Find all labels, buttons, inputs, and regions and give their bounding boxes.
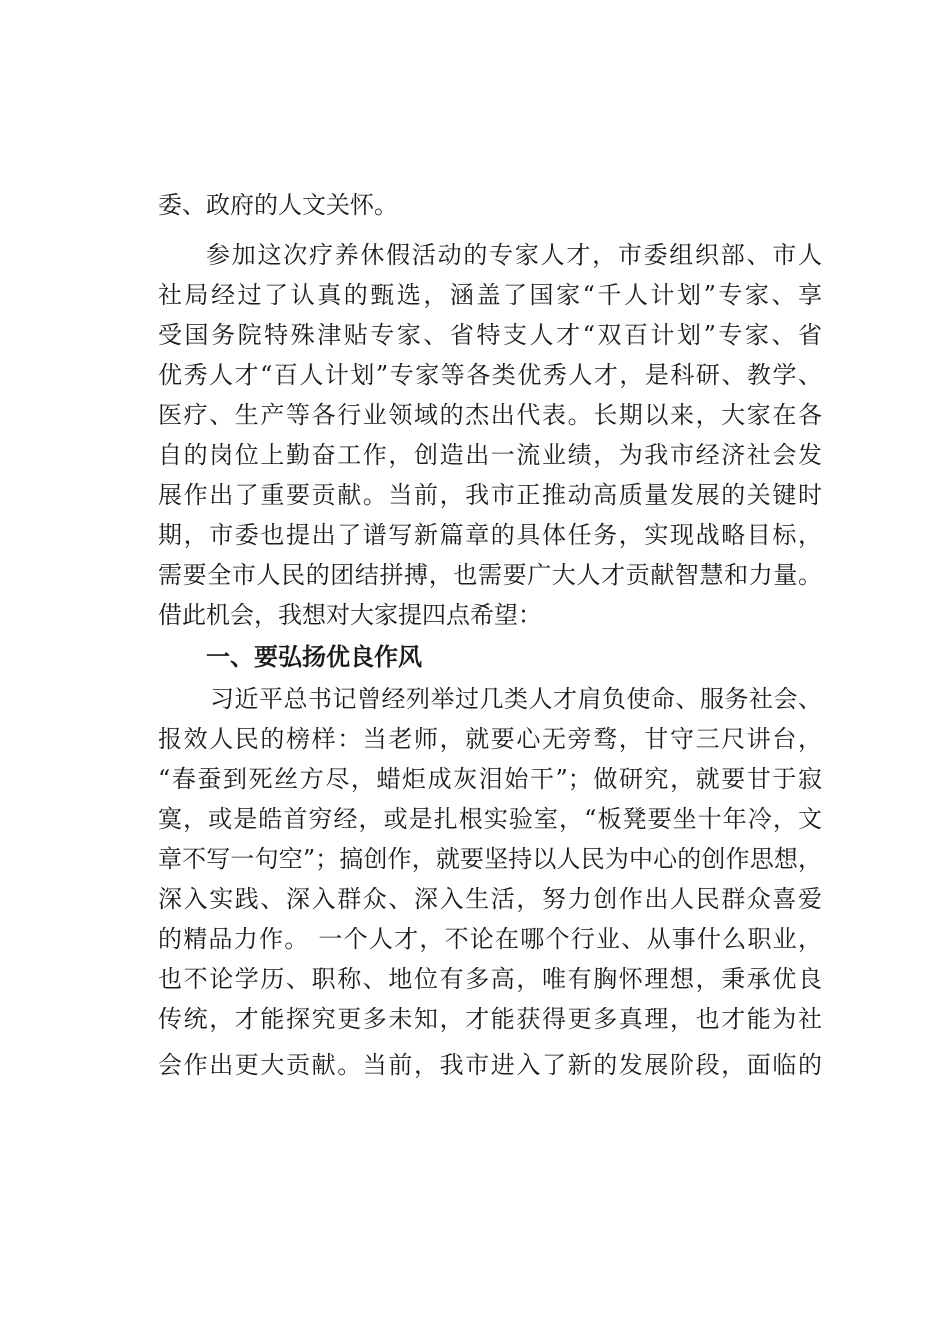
section-heading: 一、要弘扬优良作风 [206,643,422,671]
text-line: 需要全市人民的团结拼搏，也需要广大人才贡献智慧和力量。 [158,561,822,589]
text-line: 委、政府的人文关怀。 [158,191,398,219]
text-line: 的精品力作。 一个人才，不论在哪个行业、从事什么职业， [158,925,822,953]
text-line: 期，市委也提出了谱写新篇章的具体任务，实现战略目标， [158,521,822,549]
text-line: 会作出更大贡献。当前，我市进入了新的发展阶段，面临的 [158,1051,822,1079]
paragraph [158,679,822,1085]
paragraph [158,235,822,635]
text-line: “春蚕到死丝方尽，蜡炬成灰泪始干”；做研究，就要甘于寂 [158,765,822,793]
text-line: 习近平总书记曾经列举过几类人才肩负使命、服务社会、 [210,685,822,713]
text-line: 借此机会，我想对大家提四点希望： [158,601,542,629]
text-line: 优秀人才“百人计划”专家等各类优秀人才，是科研、教学、 [158,361,822,389]
text-line: 深入实践、深入群众、深入生活，努力创作出人民群众喜爱 [158,885,822,913]
text-line: 医疗、生产等各行业领域的杰出代表。长期以来，大家在各 [158,401,822,429]
text-line: 寞，或是皓首穷经，或是扎根实验室，“板凳要坐十年冷，文 [158,805,822,833]
text-line: 受国务院特殊津贴专家、省特支人才“双百计划”专家、省 [158,321,822,349]
text-line: 社局经过了认真的甄选，涵盖了国家“千人计划”专家、享 [158,281,822,309]
text-line: 章不写一句空”；搞创作，就要坚持以人民为中心的创作思想， [158,845,822,873]
text-line: 也不论学历、职称、地位有多高，唯有胸怀理想，秉承优良 [158,965,822,993]
text-line: 传统，才能探究更多未知，才能获得更多真理，也才能为社 [158,1005,822,1033]
text-line: 报效人民的榜样：当老师，就要心无旁骛，甘守三尺讲台， [158,725,822,753]
document-body [158,185,822,1085]
paragraph [158,185,822,225]
text-line: 展作出了重要贡献。当前，我市正推动高质量发展的关键时 [158,481,822,509]
text-line: 自的岗位上勤奋工作，创造出一流业绩，为我市经济社会发 [158,441,822,469]
text-line: 参加这次疗养休假活动的专家人才，市委组织部、市人 [206,241,822,269]
